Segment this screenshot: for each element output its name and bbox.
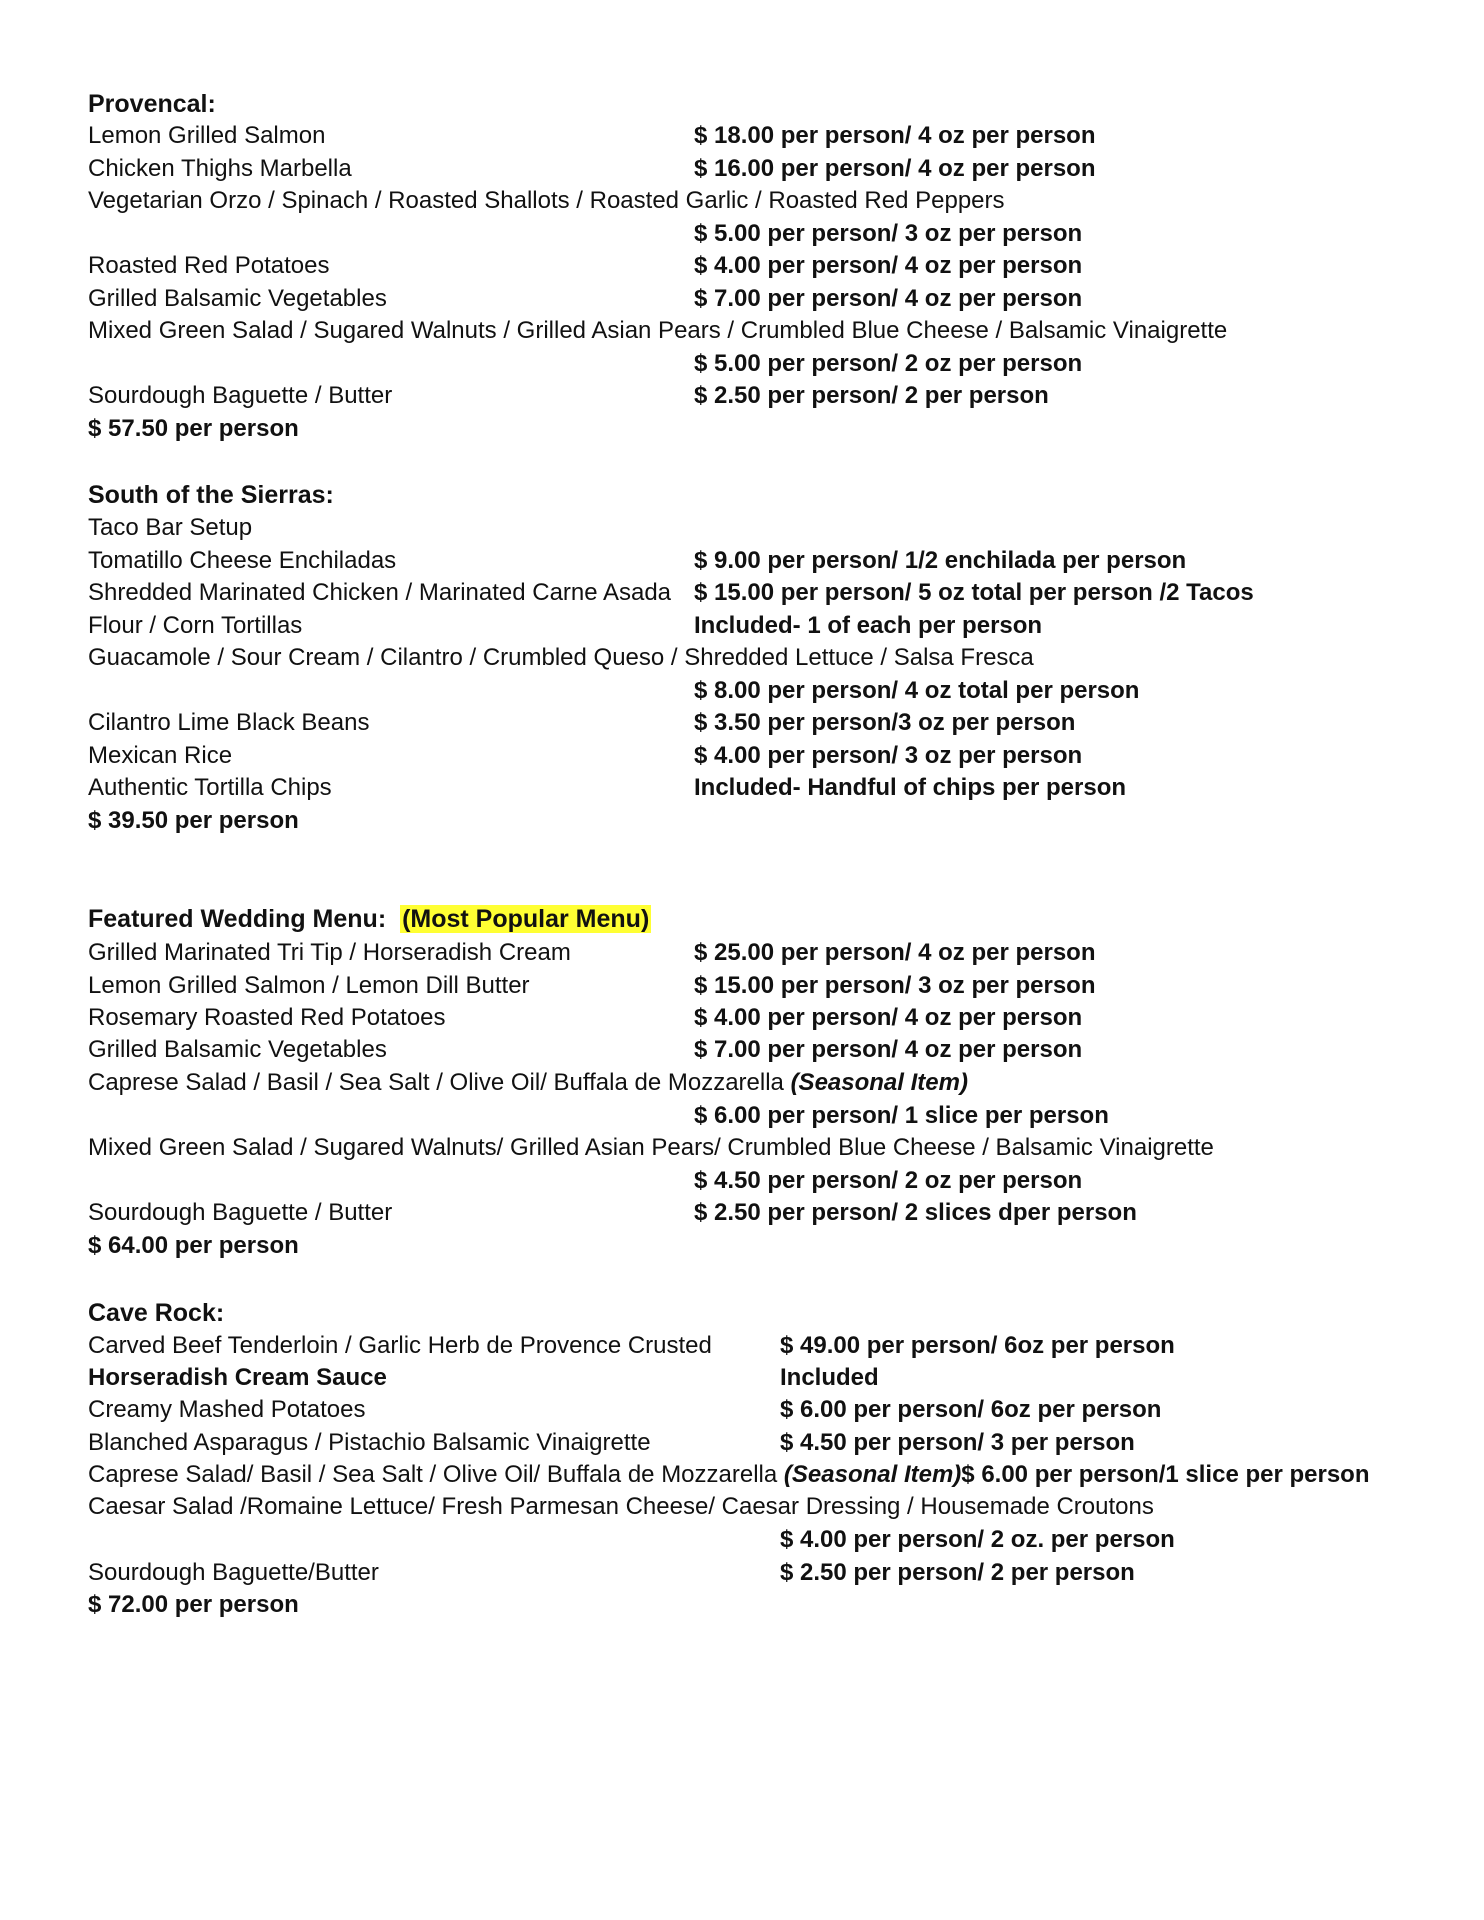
menu-item: Roasted Red Potatoes <box>88 252 330 279</box>
section-total: $ 64.00 per person <box>88 1232 299 1259</box>
menu-item: Grilled Balsamic Vegetables <box>88 285 387 312</box>
menu-item: Sourdough Baguette / Butter <box>88 382 393 409</box>
menu-item: Grilled Marinated Tri Tip / Horseradish Cream <box>88 939 571 966</box>
menu-item: Blanched Asparagus / Pistachio Balsamic Vinaigrette <box>88 1429 651 1456</box>
item-price: $ 7.00 per person/ 4 oz per person <box>694 285 1083 312</box>
menu-item: Vegetarian Orzo / Spinach / Roasted Shallots / Roasted Garlic / Roasted Red Peppers <box>88 187 1005 214</box>
menu-item: Tomatillo Cheese Enchiladas <box>88 547 397 574</box>
menu-item: Lemon Grilled Salmon / Lemon Dill Butter <box>88 972 530 999</box>
item-price: $ 2.50 per person/ 2 per person <box>694 382 1049 409</box>
item-price: $ 3.50 per person/3 oz per person <box>694 709 1076 736</box>
menu-item-name: Caprese Salad / Basil / Sea Salt / Olive Oil/ Buffala de Mozzarella <box>88 1069 791 1096</box>
featured-title-text: Featured Wedding Menu: <box>88 905 387 933</box>
menu-item: Lemon Grilled Salmon <box>88 122 326 149</box>
menu-item: Guacamole / Sour Cream / Cilantro / Crumbled Queso / Shredded Lettuce / Salsa Fresca <box>88 644 1034 671</box>
item-price: $ 4.00 per person/ 4 oz per person <box>694 1004 1083 1031</box>
menu-item: Mixed Green Salad / Sugared Walnuts/ Grilled Asian Pears/ Crumbled Blue Cheese / Balsamic Vinaigrette <box>88 1134 1214 1161</box>
item-price: Included- 1 of each per person <box>694 612 1043 639</box>
menu-item: Carved Beef Tenderloin / Garlic Herb de Provence Crusted <box>88 1332 712 1359</box>
menu-item: Mixed Green Salad / Sugared Walnuts / Grilled Asian Pears / Crumbled Blue Cheese / Balsamic Vinaigrette <box>88 317 1228 344</box>
menu-item: Flour / Corn Tortillas <box>88 612 303 639</box>
item-price: $ 2.50 per person/ 2 per person <box>780 1559 1135 1586</box>
menu-item: Horseradish Cream Sauce <box>88 1364 387 1391</box>
section-total: $ 57.50 per person <box>88 415 299 442</box>
item-price: $ 6.00 per person/ 1 slice per person <box>694 1102 1109 1129</box>
section-title-south-sierras: South of the Sierras: <box>88 481 334 509</box>
item-price: $ 25.00 per person/ 4 oz per person <box>694 939 1096 966</box>
item-price: $ 6.00 per person/1 slice per person <box>961 1461 1370 1488</box>
item-price: $ 5.00 per person/ 3 oz per person <box>694 220 1083 247</box>
menu-item: Caesar Salad /Romaine Lettuce/ Fresh Parmesan Cheese/ Caesar Dressing / Housemade Croutons <box>88 1493 1154 1520</box>
item-price: $ 4.50 per person/ 3 per person <box>780 1429 1135 1456</box>
section-total: $ 72.00 per person <box>88 1591 299 1618</box>
item-price: $ 49.00 per person/ 6oz per person <box>780 1332 1175 1359</box>
item-price: $ 6.00 per person/ 6oz per person <box>780 1396 1162 1423</box>
item-price: Included <box>780 1364 879 1391</box>
item-price: Included- Handful of chips per person <box>694 774 1127 801</box>
menu-item: Taco Bar Setup <box>88 514 253 541</box>
item-price: $ 2.50 per person/ 2 slices dper person <box>694 1199 1137 1226</box>
menu-item: Creamy Mashed Potatoes <box>88 1396 366 1423</box>
section-title-provencal: Provencal: <box>88 90 216 118</box>
menu-item: Cilantro Lime Black Beans <box>88 709 370 736</box>
item-price: $ 15.00 per person/ 3 oz per person <box>694 972 1096 999</box>
seasonal-note: (Seasonal Item) <box>790 1069 968 1096</box>
item-price: $ 18.00 per person/ 4 oz per person <box>694 122 1096 149</box>
section-title-cave-rock: Cave Rock: <box>88 1299 225 1327</box>
most-popular-badge: (Most Popular Menu) <box>402 905 650 933</box>
item-price: $ 4.00 per person/ 2 oz. per person <box>780 1526 1175 1553</box>
menu-item <box>88 1459 1369 1491</box>
item-price: $ 8.00 per person/ 4 oz total per person <box>694 677 1140 704</box>
menu-item: Grilled Balsamic Vegetables <box>88 1036 387 1063</box>
item-price: $ 9.00 per person/ 1/2 enchilada per person <box>694 547 1187 574</box>
item-price: $ 7.00 per person/ 4 oz per person <box>694 1036 1083 1063</box>
menu-item <box>88 1067 968 1099</box>
menu-item: Sourdough Baguette/Butter <box>88 1559 379 1586</box>
item-price: $ 15.00 per person/ 5 oz total per person /2 Tacos <box>694 579 1254 606</box>
section-title-featured <box>88 903 651 935</box>
section-total: $ 39.50 per person <box>88 807 299 834</box>
item-price: $ 5.00 per person/ 2 oz per person <box>694 350 1083 377</box>
item-price: $ 4.50 per person/ 2 oz per person <box>694 1167 1083 1194</box>
menu-item: Authentic Tortilla Chips <box>88 774 332 801</box>
menu-item-name: Caprese Salad/ Basil / Sea Salt / Olive Oil/ Buffala de Mozzarella <box>88 1461 784 1488</box>
menu-item: Mexican Rice <box>88 742 233 769</box>
menu-item: Sourdough Baguette / Butter <box>88 1199 393 1226</box>
item-price: $ 16.00 per person/ 4 oz per person <box>694 155 1096 182</box>
menu-item: Shredded Marinated Chicken / Marinated Carne Asada <box>88 579 672 606</box>
seasonal-note: (Seasonal Item) <box>783 1461 962 1488</box>
item-price: $ 4.00 per person/ 4 oz per person <box>694 252 1083 279</box>
menu-item: Rosemary Roasted Red Potatoes <box>88 1004 446 1031</box>
item-price: $ 4.00 per person/ 3 oz per person <box>694 742 1083 769</box>
menu-item: Chicken Thighs Marbella <box>88 155 352 182</box>
